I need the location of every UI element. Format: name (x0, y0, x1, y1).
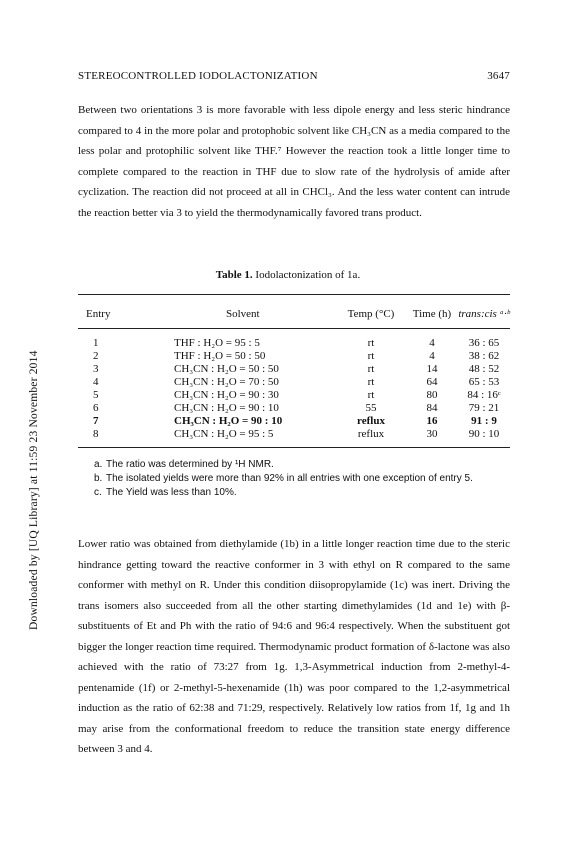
header-ratio-text: trans:cis ᵃ·ᵇ (458, 308, 510, 320)
table-row (78, 389, 510, 402)
footnote-text: The isolated yields were more than 92% in all entries with one exception of entry 5. (106, 473, 473, 484)
table-row (78, 428, 510, 441)
table-row-highlighted (78, 415, 510, 428)
download-watermark-text: Downloaded by [UQ Library] at 11:59 23 November 2014 (28, 350, 40, 630)
cell-ratio: 91 : 9 (471, 415, 497, 427)
cell-ratio: 65 : 53 (468, 376, 500, 388)
cell-temp: rt (367, 376, 375, 388)
footnote-label: b. (94, 473, 103, 484)
table-row (78, 402, 510, 415)
cell-solvent: CH₃CN : H₂O = 90 : 10 (174, 415, 283, 427)
cell-entry: 4 (93, 376, 99, 388)
table-caption-text: Iodolactonization of 1a. (255, 269, 361, 281)
cell-entry: 7 (93, 415, 99, 427)
table-body (78, 329, 510, 447)
paragraph-intro: Between two orientations 3 is more favorable with less dipole energy and less steric hindrance compared to 4 in the more polar and protophobic solvent like CH₃CN as a media compared to the less polar and protophilic solvent like THF.⁷ However the reaction took a little longer time to complete compared to the reaction in THF due to slow rate of the hydrolysis of amide after cyclization. The reaction did not proceed at all in CHCl₃. And the less water content can intrude the reaction better via 3 to yield the thermodynamically favored trans product. (78, 104, 510, 219)
cell-entry: 2 (93, 350, 99, 362)
header-solvent: Solvent (226, 308, 260, 320)
cell-time: 14 (426, 363, 438, 375)
header-temp: Temp (°C) (347, 308, 395, 320)
cell-entry: 3 (93, 363, 99, 375)
download-watermark (14, 230, 40, 630)
cell-time: 4 (429, 337, 435, 349)
footnote-label: c. (94, 487, 102, 498)
cell-solvent: CH₃CN : H₂O = 90 : 30 (174, 389, 279, 401)
footnote (94, 472, 504, 486)
cell-solvent: CH₃CN : H₂O = 50 : 50 (174, 363, 279, 375)
cell-ratio: 38 : 62 (468, 350, 500, 362)
footnote (94, 458, 504, 472)
cell-temp: rt (367, 363, 375, 375)
cell-ratio: 36 : 65 (468, 337, 500, 349)
cell-temp: rt (367, 350, 375, 362)
cell-entry: 6 (93, 402, 99, 414)
cell-temp: 55 (365, 402, 377, 414)
cell-solvent: THF : H₂O = 95 : 5 (174, 337, 260, 349)
table-caption (0, 269, 576, 281)
footnote-label: a. (94, 459, 103, 470)
table-caption-label: Table 1. (215, 269, 253, 281)
cell-time: 4 (429, 350, 435, 362)
page-header (78, 70, 510, 82)
table-row (78, 337, 510, 350)
table-row (78, 363, 510, 376)
cell-solvent: CH₃CN : H₂O = 90 : 10 (174, 402, 279, 414)
cell-time: 64 (426, 376, 438, 388)
table-row (78, 350, 510, 363)
cell-solvent: CH₃CN : H₂O = 70 : 50 (174, 376, 279, 388)
cell-entry: 5 (93, 389, 99, 401)
table-header-row (78, 295, 510, 329)
cell-temp: reflux (357, 428, 385, 440)
cell-solvent: CH₃CN : H₂O = 95 : 5 (174, 428, 274, 440)
cell-time: 16 (426, 415, 438, 427)
cell-ratio: 48 : 52 (468, 363, 500, 375)
running-title: STEREOCONTROLLED IODOLACTONIZATION (78, 70, 318, 82)
table-row (78, 376, 510, 389)
header-entry: Entry (86, 308, 111, 320)
cell-entry: 1 (93, 337, 99, 349)
cell-temp: rt (367, 337, 375, 349)
cell-time: 80 (426, 389, 438, 401)
cell-time: 30 (426, 428, 438, 440)
cell-temp: reflux (357, 415, 385, 427)
footnote-text: The Yield was less than 10%. (106, 487, 237, 498)
cell-time: 84 (426, 402, 438, 414)
cell-ratio: 79 : 21 (468, 402, 500, 414)
cell-ratio: 84 : 16ᶜ (467, 389, 501, 401)
paragraph-discussion: Lower ratio was obtained from diethylamide (1b) in a little longer reaction time due to the steric hindrance getting toward the reactive conformer in 3 with ethyl on R compared to the same conformer with methyl on R. Under this condition diisopropylamide (1c) was inert. Driving the trans isomers also succeeded from all the other starting dimethylamides (1d and 1e) with β-substituents of Et and Ph with the ratio of 94:6 and 96:4 respectively. When the substituent got bigger the longer reaction time required. Thermodynamic product formation of δ-lactone was also achieved with the ratio of 73:27 from 1g. 1,3-Asymmetrical induction from 2-methyl-4-pentenamide (1f) or 2-methyl-5-hexenamide (1h) was poor compared to the 1,2-asymmetrical induction as the ratio of 62:38 and 71:29, respectively. Relatively low ratios from 1f, 1g and 1h may arise from the conformational freedom to reduce the transition state energy difference between 3 and 4. (78, 538, 510, 755)
cell-ratio: 90 : 10 (468, 428, 500, 440)
cell-entry: 8 (93, 428, 99, 440)
footnote-text: The ratio was determined by ¹H NMR. (106, 459, 274, 470)
cell-solvent: THF : H₂O = 50 : 50 (174, 350, 266, 362)
header-ratio (458, 308, 510, 320)
header-time: Time (h) (412, 308, 452, 320)
results-table (78, 294, 510, 448)
cell-temp: rt (367, 389, 375, 401)
footnote (94, 486, 504, 500)
table-footnotes (94, 458, 504, 500)
page-number: 3647 (487, 70, 510, 82)
